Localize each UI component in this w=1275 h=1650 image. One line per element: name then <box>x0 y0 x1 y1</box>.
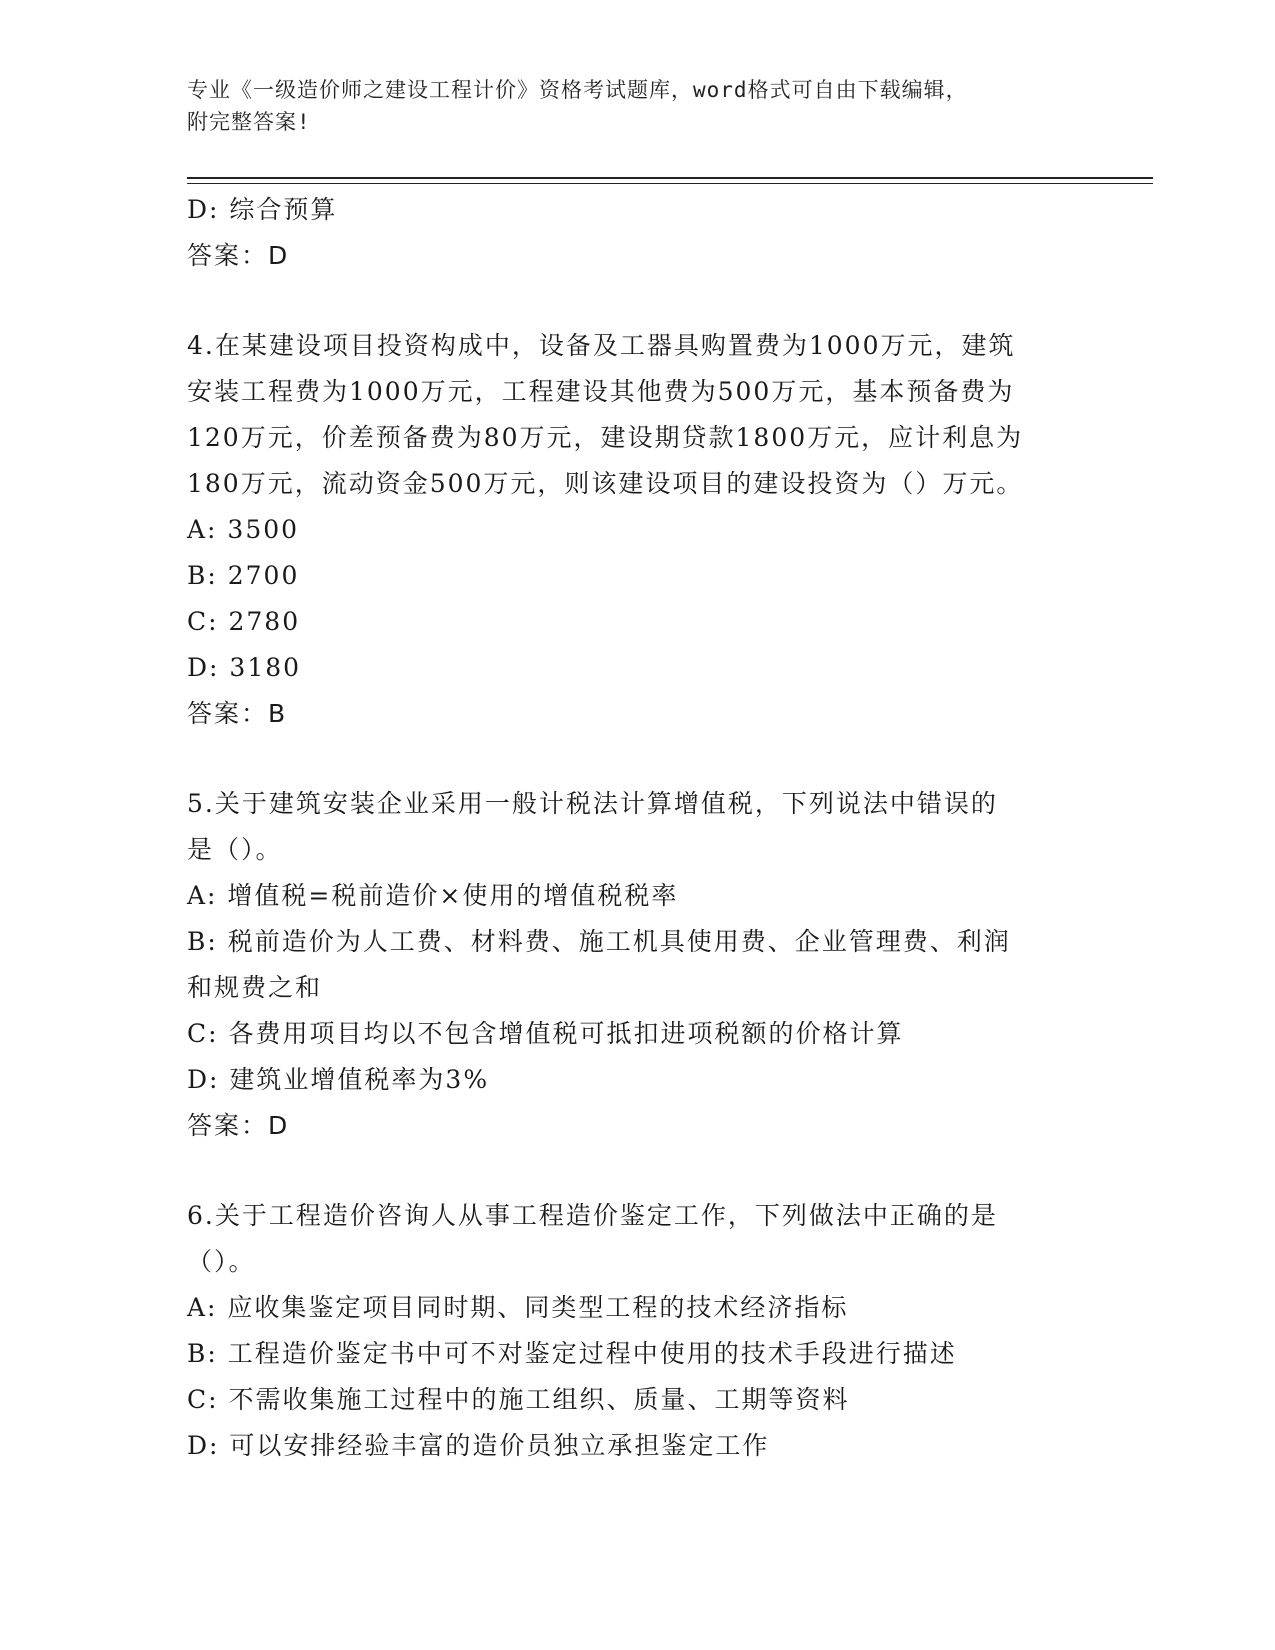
q5-option-d: D: 建筑业增值税率为3% <box>187 1065 490 1094</box>
q3-option-d: D: 综合预算 <box>187 195 338 224</box>
q4-stem-line: 120万元，价差预备费为80万元，建设期贷款1800万元，应计利息为 <box>187 423 1024 452</box>
q3-answer: 答案：D <box>187 241 290 270</box>
q4-option-c: C: 2780 <box>187 607 301 636</box>
q4-stem-line: 安装工程费为1000万元，工程建设其他费为500万元，基本预备费为 <box>187 377 1015 406</box>
q5-answer: 答案：D <box>187 1111 290 1140</box>
question-4 <box>187 323 1087 737</box>
question-5 <box>187 781 1087 1149</box>
q5-option-b: B: 税前造价为人工费、材料费、施工机具使用费、企业管理费、利润 <box>187 927 1011 956</box>
q6-option-b: B: 工程造价鉴定书中可不对鉴定过程中使用的技术手段进行描述 <box>187 1339 957 1368</box>
question-content <box>187 187 1087 1469</box>
q5-option-b-cont: 和规费之和 <box>187 973 323 1002</box>
header-divider-thick <box>187 177 1153 179</box>
q5-stem-line: 是（）。 <box>187 835 283 864</box>
q4-answer: 答案：B <box>187 699 288 728</box>
q4-stem-line: 180万元，流动资金500万元，则该建设项目的建设投资为（）万元。 <box>187 469 1024 498</box>
spacer <box>187 1149 1087 1193</box>
header-divider-thin <box>187 183 1153 184</box>
question-3-tail <box>187 187 1087 279</box>
q4-option-b: B: 2700 <box>187 561 300 590</box>
q6-option-c: C: 不需收集施工过程中的施工组织、质量、工期等资料 <box>187 1385 850 1414</box>
q4-option-a: A: 3500 <box>187 515 300 544</box>
q4-option-d: D: 3180 <box>187 653 302 682</box>
header-line-1: 专业《一级造价师之建设工程计价》资格考试题库，word格式可自由下载编辑， <box>187 78 968 102</box>
header-line-2: 附完整答案! <box>187 110 311 134</box>
q6-option-a: A: 应收集鉴定项目同时期、同类型工程的技术经济指标 <box>187 1293 849 1322</box>
q5-option-a: A: 增值税=税前造价×使用的增值税税率 <box>187 881 679 910</box>
document-header <box>187 74 1087 138</box>
spacer <box>187 279 1087 323</box>
question-6 <box>187 1193 1087 1469</box>
q4-stem-line: 4.在某建设项目投资构成中，设备及工器具购置费为1000万元，建筑 <box>187 331 1016 360</box>
q6-option-d: D: 可以安排经验丰富的造价员独立承担鉴定工作 <box>187 1431 770 1460</box>
spacer <box>187 737 1087 781</box>
q5-option-c: C: 各费用项目均以不包含增值税可抵扣进项税额的价格计算 <box>187 1019 904 1048</box>
q5-stem-line: 5.关于建筑安装企业采用一般计税法计算增值税，下列说法中错误的 <box>187 789 998 818</box>
q6-stem-line: （）。 <box>187 1247 256 1276</box>
q6-stem-line: 6.关于工程造价咨询人从事工程造价鉴定工作，下列做法中正确的是 <box>187 1201 998 1230</box>
